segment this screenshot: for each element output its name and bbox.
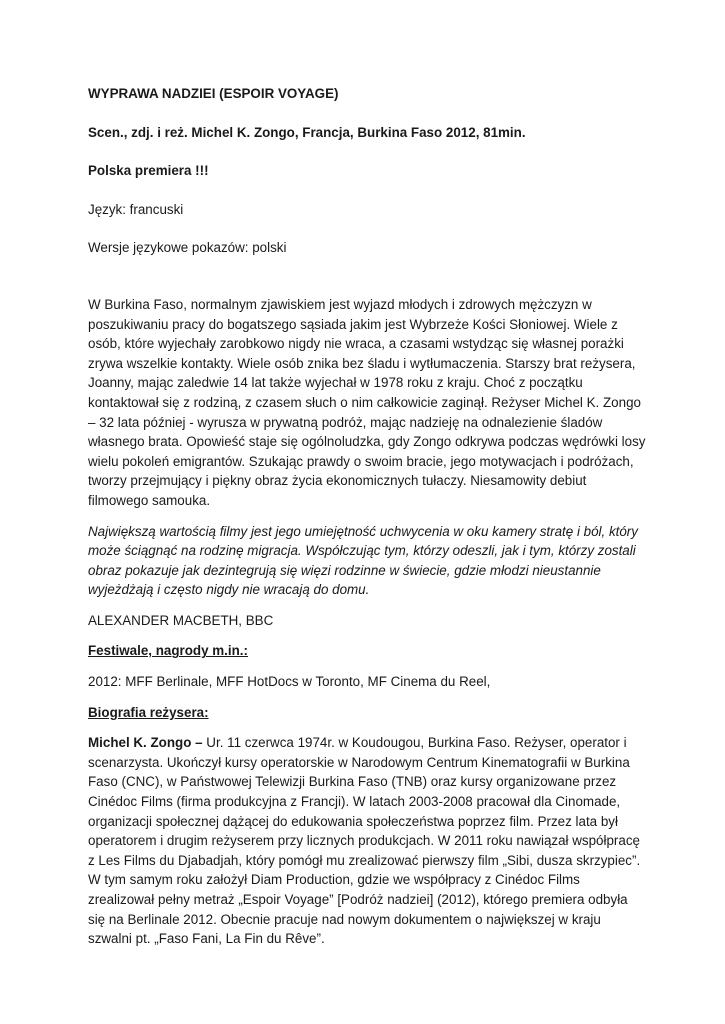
review-quote: Największą wartością filmy jest jego umiejętność uchwycenia w oku kamery stratę i ból, który może ściągnąć na rodzinę migracja. Współczując tym, którzy odeszli, jak i tym, którzy zostali obraz pokazuje jak dezintegrują się więzi rodzinne w świecie, gdzie młodzi nieustannie wyjeżdżają i często nigdy nie wracają do domu. [88, 523, 638, 598]
festivals-heading: Festiwale, nagrody m.in.: [88, 643, 248, 659]
biography-text: Ur. 11 czerwca 1974r. w Koudougou, Burkina Faso. Reżyser, operator i scenarzysta. Ukończył kursy operatorskie w Narodowym Centrum Kinematografii w Burkina Faso (CNC), w Państwowej Telewizji Burkina Faso (TNB) oraz kursy organizowane przez Cinédoc Films (firma produkcyjna z Francji). W latach 2003-2008 pracował dla Cinomade, organizacji społecznej dążącej do edukowania społeczeństwa poprzez film. Przez lata był operatorem i drugim reżyserem przy licznych produkcjach. W 2011 roku nawiązał współpracę z Les Films du Djabadjah, który pomógł mu zrealizować pierwszy film „Sibi, dusza skrzypiec”. W tym samym roku założył Diam Production, gdzie we współpracy z Cinédoc Films zrealizował pełny metraż „Espoir Voyage” [Podróż nadziei] (2012), którego premiera odbyła się na Berlinale 2012. Obecnie pracuje nad nowym dokumentem o największej w kraju szwalni pt. „Faso Fani, La Fin du Rêve”. [88, 735, 641, 947]
review-author: ALEXANDER MACBETH, BBC [88, 612, 274, 628]
director-name: Michel K. Zongo – [88, 735, 203, 751]
biography-paragraph [88, 733, 648, 949]
screening-versions-line: Wersje językowe pokazów: polski [88, 240, 287, 256]
festivals-list: 2012: MFF Berlinale, MFF HotDocs w Toronto, MF Cinema du Reel, [88, 674, 491, 690]
language-line: Język: francuski [88, 201, 184, 217]
film-title: WYPRAWA NADZIEI (ESPOIR VOYAGE) [88, 86, 339, 101]
document-page [88, 84, 648, 949]
biography-heading: Biografia reżysera: [88, 704, 209, 720]
premiere-note: Polska premiera !!! [88, 163, 209, 179]
film-credits: Scen., zdj. i reż. Michel K. Zongo, Francja, Burkina Faso 2012, 81min. [88, 124, 526, 140]
synopsis-paragraph: W Burkina Faso, normalnym zjawiskiem jest wyjazd młodych i zdrowych mężczyzn w poszukiwaniu pracy do bogatszego sąsiada jakim jest Wybrzeże Kości Słoniowej. Wiele z osób, które wyjechały zarobkowo nigdy nie wraca, a czasami wstydząc się własnej porażki zrywa wszelkie kontakty. Wiele osób znika bez śladu i wytłumaczenia. Starszy brat reżysera, Joanny, mając zaledwie 14 lat także wyjechał w 1978 roku z kraju. Choć z początku kontaktował się z rodziną, z czasem słuch o nim całkowicie zaginął. Reżyser Michel K. Zongo – 32 lata później - wyrusza w prywatną podróż, mając nadzieję na odnalezienie śladów własnego brata. Opowieść staje się ogólnoludzka, gdy Zongo odkrywa podczas wędrówki losy wielu pokoleń emigrantów. Szukając prawdy o swoim bracie, jego motywacjach i podróżach, tworzy przejmujący i piękny obraz życia ekonomicznych tułaczy. Niesamowity debiut filmowego samouka. [88, 296, 646, 508]
